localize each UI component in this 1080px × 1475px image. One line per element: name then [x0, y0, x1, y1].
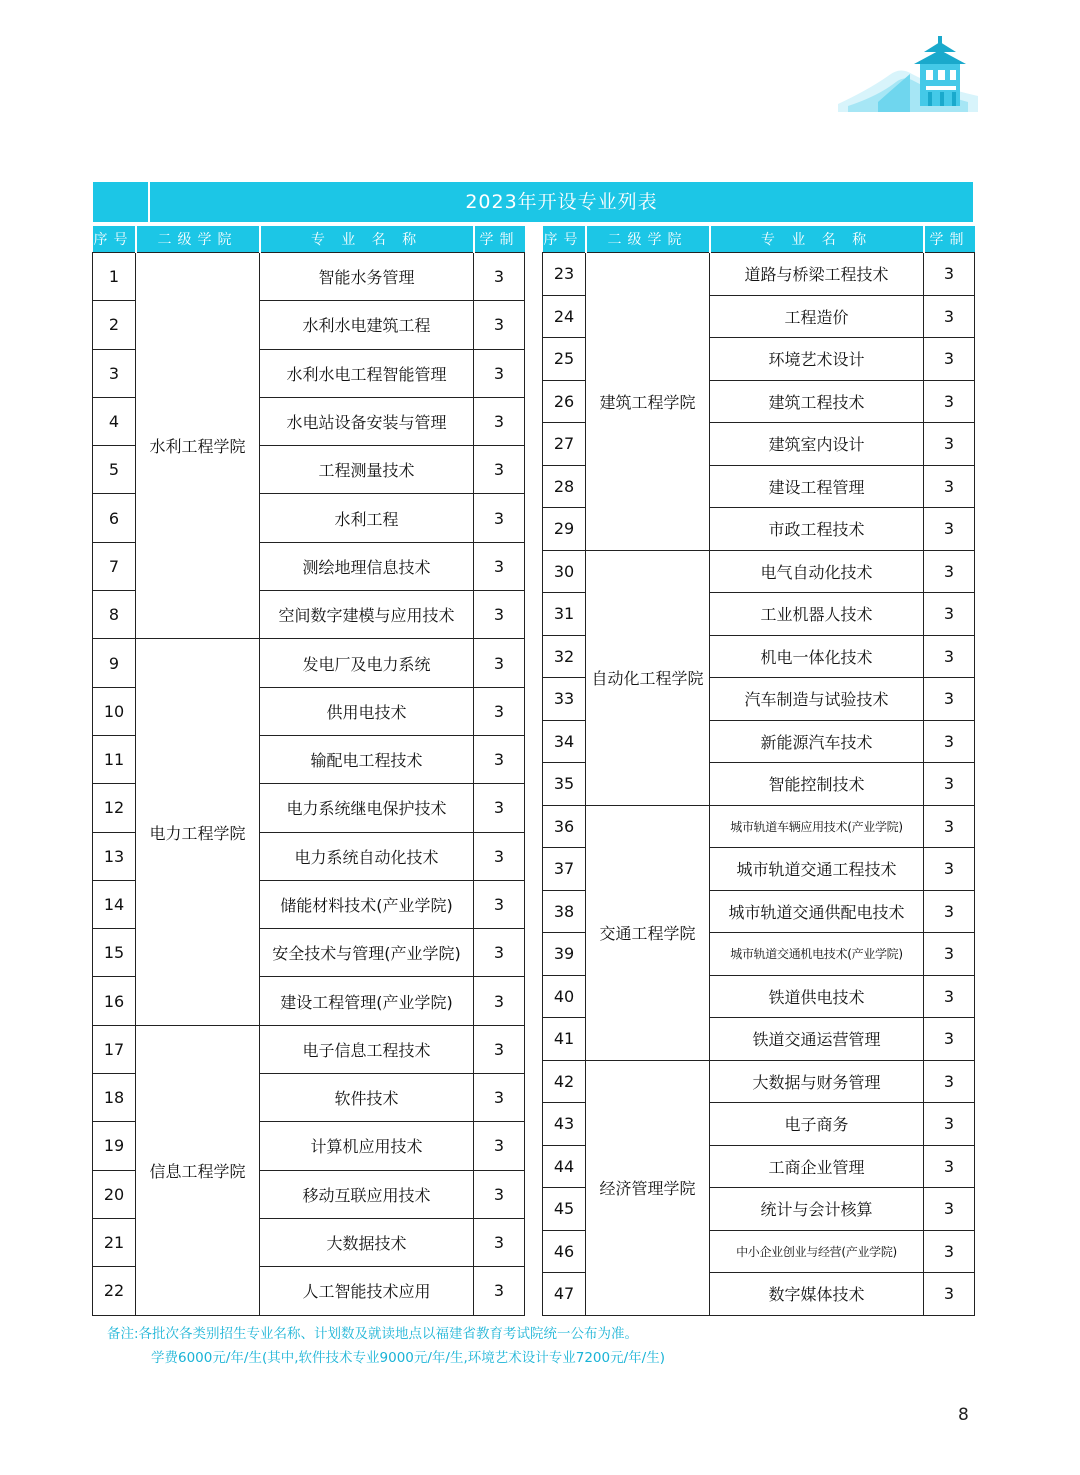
study-years: 3 — [924, 593, 975, 636]
major-name: 测绘地理信息技术 — [260, 542, 474, 590]
row-number: 40 — [543, 975, 586, 1018]
row-number: 44 — [543, 1145, 586, 1188]
note-line-2: 学费6000元/年/生(其中,软件技术专业9000元/年/生,环境艺术设计专业7200元/年/生) — [151, 1350, 665, 1366]
row-number: 47 — [543, 1273, 586, 1316]
study-years: 3 — [924, 423, 975, 466]
major-name: 工程造价 — [710, 295, 924, 338]
row-number: 10 — [93, 687, 136, 735]
study-years: 3 — [474, 591, 525, 639]
study-years: 3 — [474, 542, 525, 590]
major-name: 工程测量技术 — [260, 446, 474, 494]
row-number: 11 — [93, 735, 136, 783]
header-college: 二级学院 — [136, 226, 260, 253]
major-name: 铁道交通运营管理 — [710, 1018, 924, 1061]
table-row — [93, 1025, 525, 1073]
study-years: 3 — [924, 465, 975, 508]
header-years: 学制 — [474, 226, 525, 253]
row-number: 43 — [543, 1103, 586, 1146]
majors-table-left — [92, 226, 525, 1316]
header-years: 学制 — [924, 226, 975, 253]
major-name: 智能水务管理 — [260, 253, 474, 301]
major-name: 城市轨道交通工程技术 — [710, 848, 924, 891]
major-name: 城市轨道交通供配电技术 — [710, 890, 924, 933]
study-years: 3 — [924, 1018, 975, 1061]
major-name: 城市轨道交通机电技术(产业学院) — [710, 933, 924, 976]
study-years: 3 — [474, 1122, 525, 1170]
major-name: 发电厂及电力系统 — [260, 639, 474, 687]
major-name: 数字媒体技术 — [710, 1273, 924, 1316]
major-name: 中小企业创业与经营(产业学院) — [710, 1230, 924, 1273]
table-row — [543, 1060, 975, 1103]
row-number: 39 — [543, 933, 586, 976]
row-number: 17 — [93, 1025, 136, 1073]
major-name: 移动互联应用技术 — [260, 1170, 474, 1218]
row-number: 38 — [543, 890, 586, 933]
table-title: 2023年开设专业列表 — [465, 191, 658, 213]
row-number: 19 — [93, 1122, 136, 1170]
major-name: 市政工程技术 — [710, 508, 924, 551]
row-number: 18 — [93, 1074, 136, 1122]
major-name: 输配电工程技术 — [260, 735, 474, 783]
study-years: 3 — [924, 1145, 975, 1188]
header-college: 二级学院 — [586, 226, 710, 253]
row-number: 14 — [93, 880, 136, 928]
row-number: 24 — [543, 295, 586, 338]
major-name: 汽车制造与试验技术 — [710, 678, 924, 721]
study-years: 3 — [924, 890, 975, 933]
note-line-1: 备注:各批次各类别招生专业名称、计划数及就读地点以福建省教育考试院统一公布为准。 — [107, 1326, 639, 1342]
header-no: 序号 — [543, 226, 586, 253]
major-name: 软件技术 — [260, 1074, 474, 1122]
major-name: 水电站设备安装与管理 — [260, 397, 474, 445]
major-name: 计算机应用技术 — [260, 1122, 474, 1170]
row-number: 28 — [543, 465, 586, 508]
study-years: 3 — [924, 635, 975, 678]
major-name: 智能控制技术 — [710, 763, 924, 806]
study-years: 3 — [474, 687, 525, 735]
row-number: 1 — [93, 253, 136, 301]
study-years: 3 — [924, 508, 975, 551]
study-years: 3 — [924, 380, 975, 423]
major-name: 铁道供电技术 — [710, 975, 924, 1018]
row-number: 29 — [543, 508, 586, 551]
row-number: 7 — [93, 542, 136, 590]
row-number: 26 — [543, 380, 586, 423]
major-name: 建筑室内设计 — [710, 423, 924, 466]
study-years: 3 — [474, 1025, 525, 1073]
college-name: 电力工程学院 — [136, 639, 260, 1025]
major-name: 供用电技术 — [260, 687, 474, 735]
row-number: 23 — [543, 253, 586, 296]
major-name: 电力系统自动化技术 — [260, 832, 474, 880]
study-years: 3 — [474, 929, 525, 977]
major-name: 电力系统继电保护技术 — [260, 784, 474, 832]
majors-table-right — [542, 226, 975, 1316]
row-number: 5 — [93, 446, 136, 494]
major-name: 安全技术与管理(产业学院) — [260, 929, 474, 977]
row-number: 33 — [543, 678, 586, 721]
page-number: 8 — [958, 1405, 969, 1425]
table-row — [543, 805, 975, 848]
row-number: 20 — [93, 1170, 136, 1218]
study-years: 3 — [474, 1218, 525, 1266]
study-years: 3 — [474, 832, 525, 880]
study-years: 3 — [474, 446, 525, 494]
row-number: 35 — [543, 763, 586, 806]
row-number: 12 — [93, 784, 136, 832]
major-name: 机电一体化技术 — [710, 635, 924, 678]
study-years: 3 — [474, 1074, 525, 1122]
row-number: 31 — [543, 593, 586, 636]
row-number: 41 — [543, 1018, 586, 1061]
study-years: 3 — [474, 1170, 525, 1218]
major-name: 道路与桥梁工程技术 — [710, 253, 924, 296]
row-number: 8 — [93, 591, 136, 639]
row-number: 21 — [93, 1218, 136, 1266]
row-number: 46 — [543, 1230, 586, 1273]
major-name: 电子商务 — [710, 1103, 924, 1146]
row-number: 34 — [543, 720, 586, 763]
major-name: 人工智能技术应用 — [260, 1267, 474, 1315]
study-years: 3 — [924, 975, 975, 1018]
study-years: 3 — [924, 1060, 975, 1103]
major-name: 储能材料技术(产业学院) — [260, 880, 474, 928]
major-name: 大数据与财务管理 — [710, 1060, 924, 1103]
row-number: 45 — [543, 1188, 586, 1231]
major-name: 建设工程管理 — [710, 465, 924, 508]
row-number: 15 — [93, 929, 136, 977]
study-years: 3 — [474, 639, 525, 687]
study-years: 3 — [474, 784, 525, 832]
major-name: 新能源汽车技术 — [710, 720, 924, 763]
study-years: 3 — [474, 735, 525, 783]
study-years: 3 — [474, 1267, 525, 1315]
study-years: 3 — [924, 805, 975, 848]
row-number: 3 — [93, 349, 136, 397]
major-name: 工业机器人技术 — [710, 593, 924, 636]
college-name: 信息工程学院 — [136, 1025, 260, 1315]
study-years: 3 — [474, 880, 525, 928]
table-row — [93, 253, 525, 301]
major-name: 电气自动化技术 — [710, 550, 924, 593]
college-name: 经济管理学院 — [586, 1060, 710, 1315]
college-name: 水利工程学院 — [136, 253, 260, 639]
table-row — [543, 253, 975, 296]
study-years: 3 — [924, 550, 975, 593]
study-years: 3 — [924, 1273, 975, 1316]
study-years: 3 — [924, 1188, 975, 1231]
row-number: 13 — [93, 832, 136, 880]
study-years: 3 — [924, 338, 975, 381]
major-name: 空间数字建模与应用技术 — [260, 591, 474, 639]
header-major: 专 业 名 称 — [710, 226, 924, 253]
major-name: 城市轨道车辆应用技术(产业学院) — [710, 805, 924, 848]
row-number: 37 — [543, 848, 586, 891]
major-name: 建筑工程技术 — [710, 380, 924, 423]
study-years: 3 — [474, 349, 525, 397]
header-no: 序号 — [93, 226, 136, 253]
row-number: 16 — [93, 977, 136, 1025]
college-name: 交通工程学院 — [586, 805, 710, 1060]
study-years: 3 — [924, 1230, 975, 1273]
major-name: 电子信息工程技术 — [260, 1025, 474, 1073]
row-number: 6 — [93, 494, 136, 542]
row-number: 32 — [543, 635, 586, 678]
study-years: 3 — [474, 397, 525, 445]
study-years: 3 — [924, 295, 975, 338]
row-number: 27 — [543, 423, 586, 466]
major-name: 建设工程管理(产业学院) — [260, 977, 474, 1025]
major-name: 水利工程 — [260, 494, 474, 542]
header-major: 专 业 名 称 — [260, 226, 474, 253]
college-name: 建筑工程学院 — [586, 253, 710, 551]
study-years: 3 — [474, 253, 525, 301]
major-name: 大数据技术 — [260, 1218, 474, 1266]
major-name: 工商企业管理 — [710, 1145, 924, 1188]
row-number: 22 — [93, 1267, 136, 1315]
table-title-bar — [93, 182, 973, 222]
row-number: 30 — [543, 550, 586, 593]
major-name: 水利水电建筑工程 — [260, 301, 474, 349]
college-name: 自动化工程学院 — [586, 550, 710, 805]
row-number: 9 — [93, 639, 136, 687]
study-years: 3 — [924, 720, 975, 763]
study-years: 3 — [474, 494, 525, 542]
major-name: 环境艺术设计 — [710, 338, 924, 381]
row-number: 42 — [543, 1060, 586, 1103]
row-number: 36 — [543, 805, 586, 848]
study-years: 3 — [474, 977, 525, 1025]
study-years: 3 — [924, 253, 975, 296]
study-years: 3 — [924, 933, 975, 976]
row-number: 25 — [543, 338, 586, 381]
major-name: 统计与会计核算 — [710, 1188, 924, 1231]
study-years: 3 — [924, 763, 975, 806]
major-name: 水利水电工程智能管理 — [260, 349, 474, 397]
study-years: 3 — [924, 1103, 975, 1146]
pavilion-logo-icon — [838, 36, 978, 112]
study-years: 3 — [924, 848, 975, 891]
row-number: 4 — [93, 397, 136, 445]
row-number: 2 — [93, 301, 136, 349]
study-years: 3 — [924, 678, 975, 721]
table-row — [93, 639, 525, 687]
study-years: 3 — [474, 301, 525, 349]
table-row — [543, 550, 975, 593]
